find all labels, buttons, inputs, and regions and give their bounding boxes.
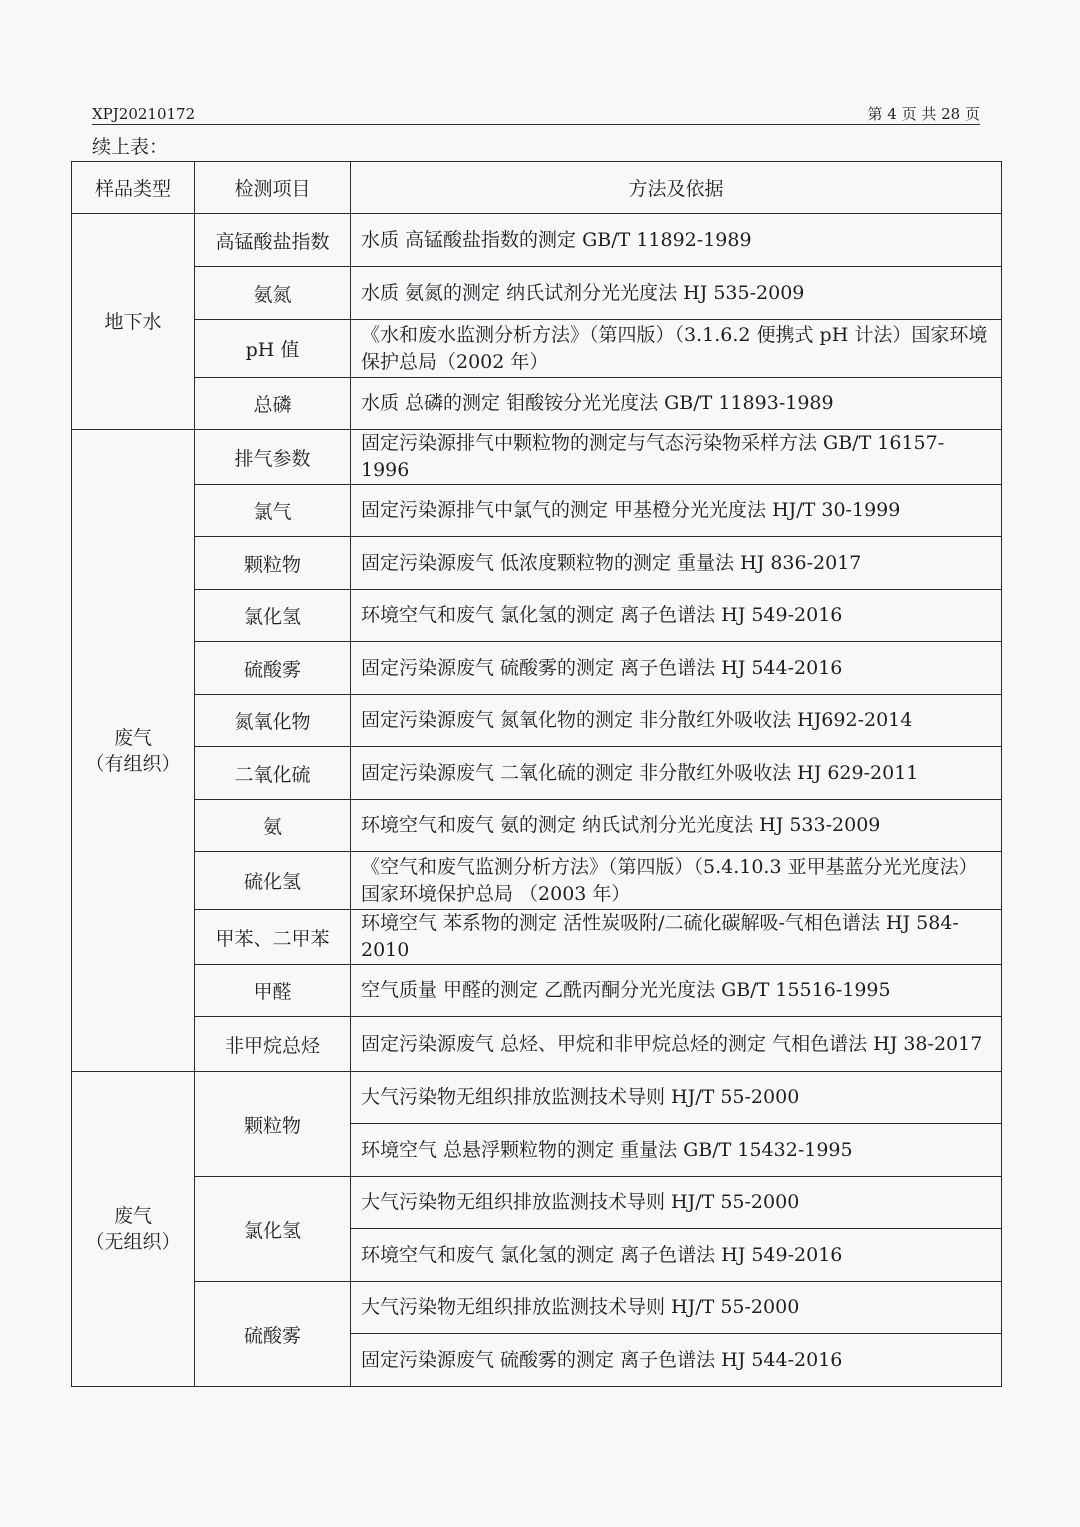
- method-cell: 固定污染源排气中颗粒物的测定与气态污染物采样方法 GB/T 16157-1996: [351, 430, 1002, 485]
- page-header: [92, 104, 980, 125]
- table-row: [72, 1282, 1002, 1334]
- table-row: [72, 965, 1002, 1017]
- item-cell: 氯气: [195, 485, 351, 537]
- sample-type-organized-gas: 废气 （有组织）: [72, 430, 195, 1072]
- method-cell: 空气质量 甲醛的测定 乙酰丙酮分光光度法 GB/T 15516-1995: [351, 965, 1002, 1017]
- table-row: [72, 1072, 1002, 1124]
- method-cell: 《水和废水监测分析方法》（第四版）（3.1.6.2 便携式 pH 计法）国家环境保护总局（2002 年）: [351, 320, 1002, 378]
- table-row: [72, 590, 1002, 642]
- method-table: [71, 161, 1002, 1387]
- sample-type-groundwater: 地下水: [72, 214, 195, 430]
- item-cell: pH 值: [195, 320, 351, 378]
- item-cell: 氨氮: [195, 267, 351, 320]
- method-cell: 水质 氨氮的测定 纳氏试剂分光光度法 HJ 535-2009: [351, 267, 1002, 320]
- item-cell: 氯化氢: [195, 590, 351, 642]
- table-row: [72, 430, 1002, 485]
- item-cell: 硫化氢: [195, 852, 351, 910]
- method-cell: 固定污染源废气 二氧化硫的测定 非分散红外吸收法 HJ 629-2011: [351, 747, 1002, 800]
- item-cell: 甲苯、二甲苯: [195, 910, 351, 965]
- method-cell: 环境空气和废气 氯化氢的测定 离子色谱法 HJ 549-2016: [351, 590, 1002, 642]
- item-cell: 颗粒物: [195, 1072, 351, 1177]
- method-cell: 水质 高锰酸盐指数的测定 GB/T 11892-1989: [351, 214, 1002, 267]
- method-cell: 固定污染源排气中氯气的测定 甲基橙分光光度法 HJ/T 30-1999: [351, 485, 1002, 537]
- table-row: [72, 537, 1002, 590]
- sample-type-unorganized-gas: 废气 （无组织）: [72, 1072, 195, 1387]
- item-cell: 甲醛: [195, 965, 351, 1017]
- item-cell: 非甲烷总烃: [195, 1017, 351, 1072]
- table-row: [72, 642, 1002, 695]
- table-row: [72, 747, 1002, 800]
- method-cell: 固定污染源废气 硫酸雾的测定 离子色谱法 HJ 544-2016: [351, 1334, 1002, 1387]
- table-row: [72, 378, 1002, 430]
- method-cell: 《空气和废气监测分析方法》（第四版）（5.4.10.3 亚甲基蓝分光光度法）国家环境保护总局 （2003 年）: [351, 852, 1002, 910]
- method-cell: 环境空气 苯系物的测定 活性炭吸附/二硫化碳解吸-气相色谱法 HJ 584-2010: [351, 910, 1002, 965]
- page-number: 第 4 页 共 28 页: [867, 105, 980, 123]
- table-row: [72, 320, 1002, 378]
- method-cell: 固定污染源废气 总烃、甲烷和非甲烷总烃的测定 气相色谱法 HJ 38-2017: [351, 1017, 1002, 1072]
- item-cell: 总磷: [195, 378, 351, 430]
- table-row: [72, 267, 1002, 320]
- item-cell: 二氧化硫: [195, 747, 351, 800]
- table-row: [72, 910, 1002, 965]
- header-method: 方法及依据: [351, 162, 1002, 214]
- report-number: XPJ20210172: [92, 105, 196, 123]
- table-row: [72, 695, 1002, 747]
- method-cell: 环境空气和废气 氨的测定 纳氏试剂分光光度法 HJ 533-2009: [351, 800, 1002, 852]
- method-cell: 大气污染物无组织排放监测技术导则 HJ/T 55-2000: [351, 1282, 1002, 1334]
- method-cell: 水质 总磷的测定 钼酸铵分光光度法 GB/T 11893-1989: [351, 378, 1002, 430]
- method-cell: 固定污染源废气 硫酸雾的测定 离子色谱法 HJ 544-2016: [351, 642, 1002, 695]
- item-cell: 硫酸雾: [195, 642, 351, 695]
- method-cell: 环境空气 总悬浮颗粒物的测定 重量法 GB/T 15432-1995: [351, 1124, 1002, 1177]
- method-cell: 固定污染源废气 低浓度颗粒物的测定 重量法 HJ 836-2017: [351, 537, 1002, 590]
- item-cell: 氮氧化物: [195, 695, 351, 747]
- item-cell: 高锰酸盐指数: [195, 214, 351, 267]
- table-header-row: [72, 162, 1002, 214]
- method-cell: 固定污染源废气 氮氧化物的测定 非分散红外吸收法 HJ692-2014: [351, 695, 1002, 747]
- table-row: [72, 852, 1002, 910]
- method-cell: 环境空气和废气 氯化氢的测定 离子色谱法 HJ 549-2016: [351, 1229, 1002, 1282]
- table-row: [72, 1177, 1002, 1229]
- method-cell: 大气污染物无组织排放监测技术导则 HJ/T 55-2000: [351, 1177, 1002, 1229]
- header-test-item: 检测项目: [195, 162, 351, 214]
- item-cell: 氨: [195, 800, 351, 852]
- item-cell: 氯化氢: [195, 1177, 351, 1282]
- item-cell: 硫酸雾: [195, 1282, 351, 1387]
- item-cell: 排气参数: [195, 430, 351, 485]
- method-cell: 大气污染物无组织排放监测技术导则 HJ/T 55-2000: [351, 1072, 1002, 1124]
- item-cell: 颗粒物: [195, 537, 351, 590]
- table-row: [72, 485, 1002, 537]
- table-row: [72, 1017, 1002, 1072]
- continued-label: 续上表：: [92, 136, 169, 158]
- table-row: [72, 800, 1002, 852]
- table-row: [72, 214, 1002, 267]
- header-sample-type: 样品类型: [72, 162, 195, 214]
